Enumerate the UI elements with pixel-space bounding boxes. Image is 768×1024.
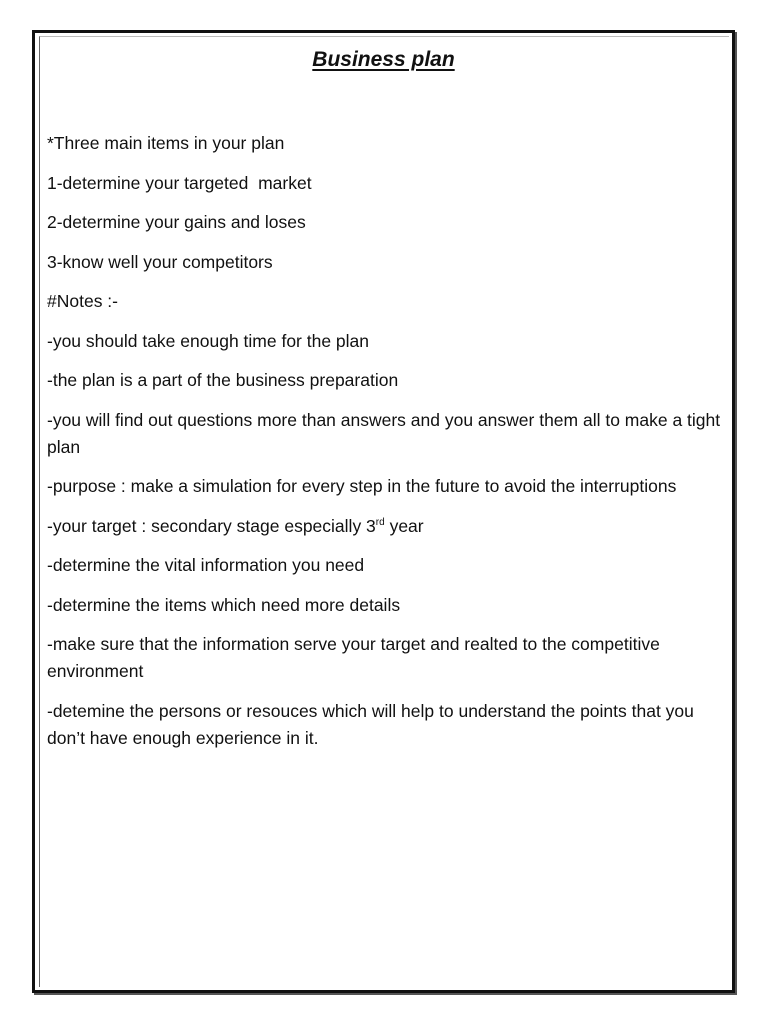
document-page <box>32 30 735 993</box>
intro-line: *Three main items in your plan <box>47 133 285 153</box>
note-purpose: -purpose : make a simulation for every step in the future to avoid the interruptions <box>47 476 677 496</box>
note-questions: -you will find out questions more than answers and you answer them all to make a tight plan <box>47 409 726 457</box>
note-resources: -detemine the persons or resouces which will help to understand the points that you don’t have enough experience in it. <box>47 700 699 748</box>
note-target-prefix: -your target : secondary stage especially 3 <box>47 515 376 536</box>
note-vital-info: -determine the vital information you need <box>47 555 365 575</box>
plan-item-3: 3-know well your competitors <box>47 251 273 272</box>
note-preparation: -the plan is a part of the business preparation <box>47 370 399 390</box>
note-target-suffix: year <box>384 515 424 536</box>
plan-item-2: 2-determine your gains and loses <box>47 212 306 232</box>
document-body <box>47 130 726 764</box>
plan-item-1: 1-determine your targeted market <box>47 172 312 193</box>
note-target-superscript: rd <box>375 516 385 528</box>
note-time: -you should take enough time for the plan <box>47 330 370 351</box>
note-target <box>47 513 726 540</box>
notes-heading: #Notes :- <box>47 291 118 311</box>
note-information: -make sure that the information serve your target and realted to the competitive environment <box>47 634 665 681</box>
note-details: -determine the items which need more details <box>47 594 401 615</box>
document-title: Business plan <box>312 48 455 71</box>
